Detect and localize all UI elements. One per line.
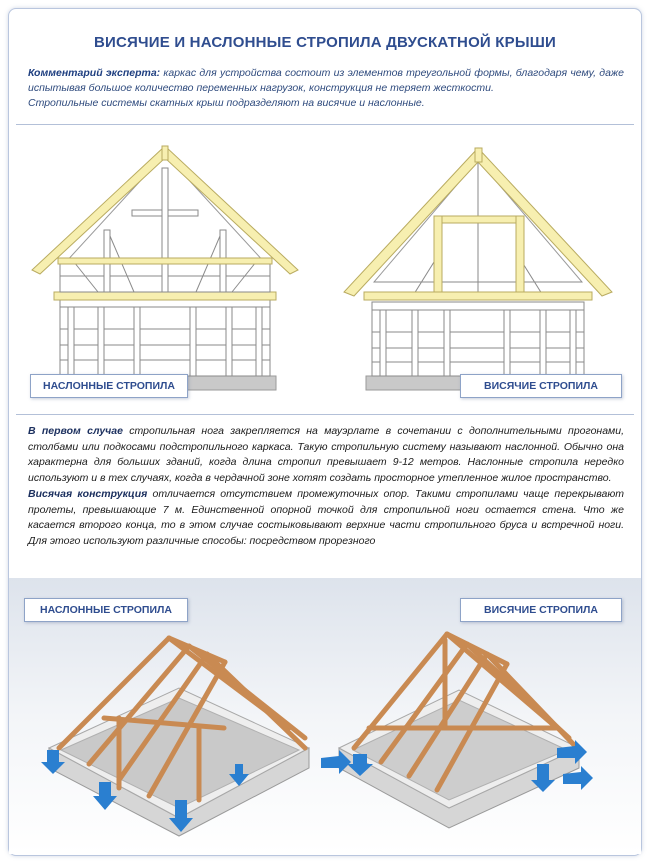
label-naslonnye-top bbox=[30, 374, 188, 398]
page-title: ВИСЯЧИЕ И НАСЛОННЫЕ СТРОПИЛА ДВУСКАТНОЙ КРЫШИ bbox=[94, 34, 556, 51]
body-text bbox=[28, 424, 624, 550]
divider-middle bbox=[16, 414, 634, 415]
label-visyachie-bottom bbox=[460, 598, 622, 622]
label-naslonnye-top-text: НАСЛОННЫЕ СТРОПИЛА bbox=[43, 380, 175, 392]
divider-top bbox=[16, 124, 634, 125]
p2-lead: Висячая конструкция bbox=[28, 487, 148, 500]
label-naslonnye-bottom bbox=[24, 598, 188, 622]
left-house bbox=[32, 146, 298, 390]
comment-lead: Комментарий эксперта: bbox=[28, 67, 161, 79]
comment-line-1: каркас для устройства состоит из элементов треугольной формы, благодаря bbox=[163, 67, 568, 79]
label-visyachie-top-text: ВИСЯЧИЕ СТРОПИЛА bbox=[484, 380, 598, 392]
label-naslonnye-bottom-text: НАСЛОННЫЕ СТРОПИЛА bbox=[40, 604, 172, 616]
right-3d-roof bbox=[321, 634, 593, 828]
p2-text: отличается отсутствием промежуточных опор. Такими стропилами чаще перекрывают пролеты, превышающие 7 м. Единственной опорной точкой для стропильной ноги остается стена. Что же касается второго конца, то в этом случае состыковывают верхние части стропильного бруса и встречной ноги. Для этого используют различные способы: посредством прорезного bbox=[28, 487, 624, 547]
expert-comment bbox=[28, 66, 624, 111]
p1-text: стропильная нога закрепляется на мауэрлате в сочетании с дополнительными прогонами, столбами или подкосами подстропильного каркаса. Такую стропильную систему называют наслонной. Обычно она характерна для больших зданий, когда длина стропил превышает 9-12 метров. Наслонные стропила нередко используют и в тех случаях, когда в чердачной зоне хотят создать просторное утепленное жилое пространство. bbox=[28, 425, 624, 485]
comment-line-3: Стропильные системы скатных крыш подразделяют на висячие и наслонные. bbox=[28, 97, 425, 109]
comment-line-2: чему, даже испытывая большое количество переменных нагрузок, конструкция не теряет жесткости. bbox=[28, 67, 624, 94]
p1-lead: В первом случае bbox=[28, 425, 123, 437]
right-house bbox=[344, 148, 612, 390]
house-facades-illustration bbox=[14, 132, 636, 406]
left-3d-roof bbox=[41, 638, 309, 836]
label-visyachie-top bbox=[460, 374, 622, 398]
label-visyachie-bottom-text: ВИСЯЧИЕ СТРОПИЛА bbox=[484, 604, 598, 616]
